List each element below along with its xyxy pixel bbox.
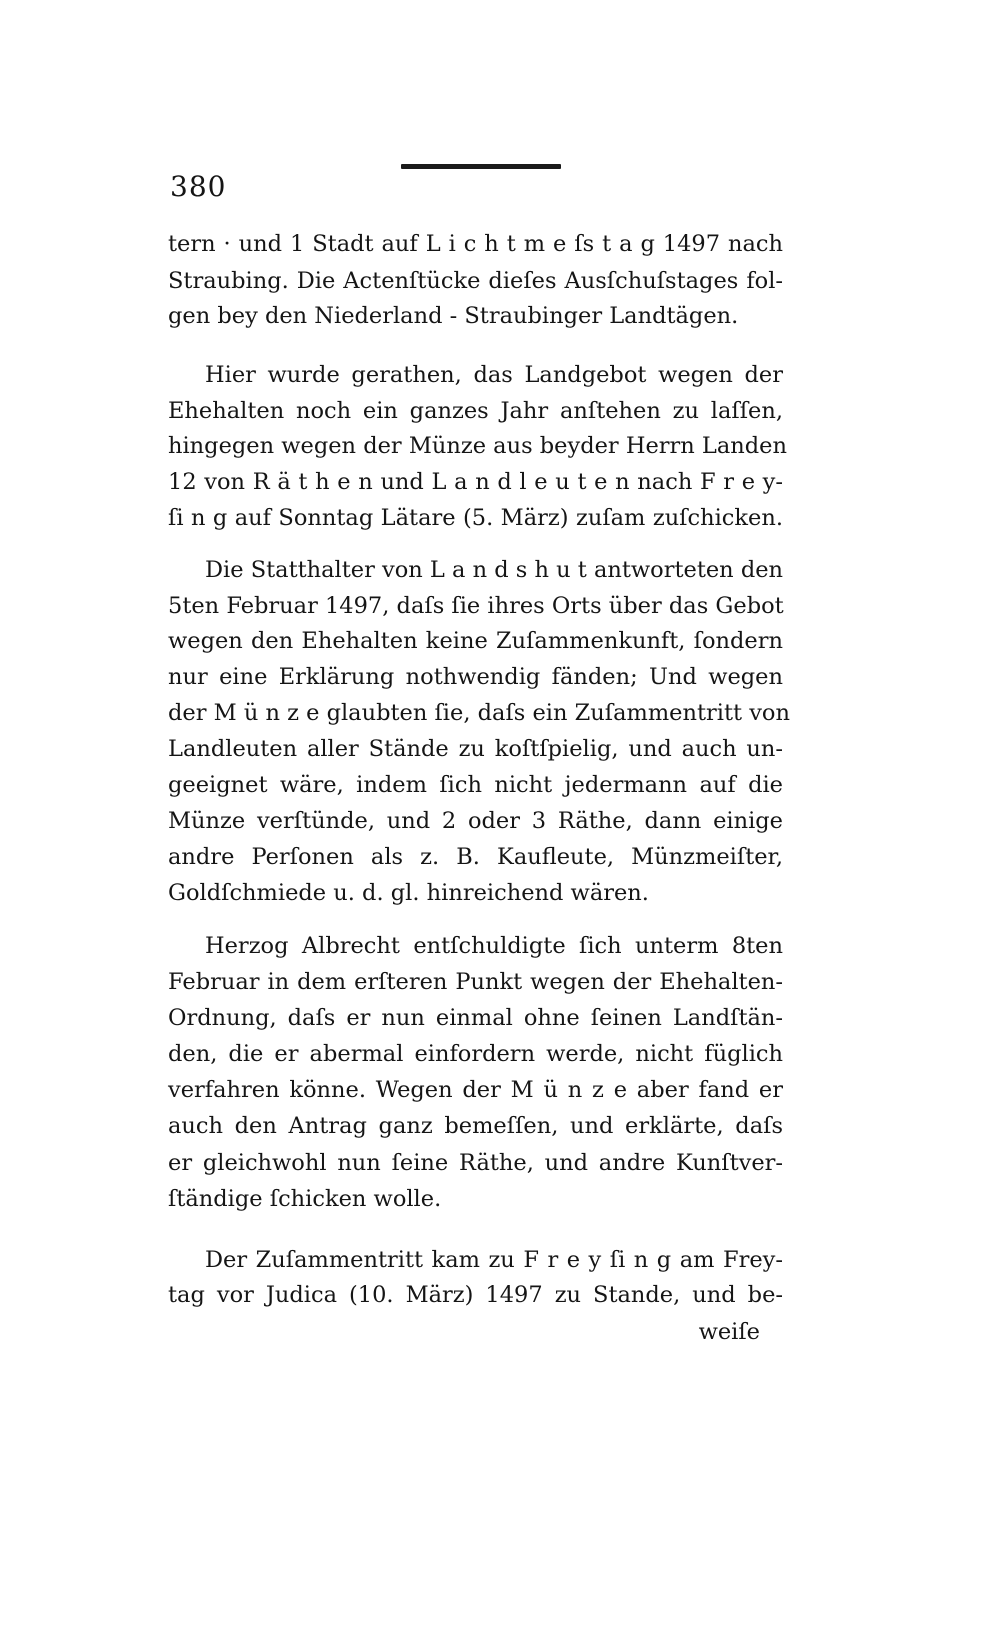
text-line (0, 552, 1000, 588)
text-line (0, 1145, 1000, 1181)
text-line-content: andre Perſonen als z. B. Kaufleute, Münzmeiſter, (168, 844, 783, 870)
text-line (0, 393, 1000, 429)
text-line-content: Straubing. Die Actenſtücke dieſes Ausſchuſstages fol- (168, 268, 783, 294)
text-line-content: Herzog Albrecht entſchuldigte ſich unterm 8ten (205, 933, 783, 959)
text-line-content: geeignet wäre, indem ſich nicht jedermann auf die (168, 772, 783, 798)
text-line (0, 875, 1000, 911)
text-line-content: Der Zuſammentritt kam zu F r e y ſi n g am Frey- (205, 1247, 783, 1273)
text-line-content: Landleuten aller Stände zu koſtſpielig, und auch un- (168, 736, 783, 762)
text-line-content: Münze verſtünde, und 2 oder 3 Räthe, dann einige (168, 808, 783, 834)
text-line (0, 1181, 1000, 1217)
text-line (0, 1108, 1000, 1144)
page-number: 380 (170, 170, 227, 203)
text-line (0, 298, 1000, 334)
text-line (0, 500, 1000, 536)
catchword-line (0, 1314, 1000, 1350)
text-line-content: Ordnung, daſs er nun einmal ohne ſeinen Landſtän- (168, 1005, 783, 1031)
text-line (0, 357, 1000, 393)
text-line (0, 226, 1000, 262)
text-line (0, 1036, 1000, 1072)
header-rule (401, 164, 561, 169)
text-line-content: ſi n g auf Sonntag Lätare (5. März) zuſam zuſchicken. (168, 505, 783, 531)
text-line (0, 695, 1000, 731)
text-line (0, 1242, 1000, 1278)
text-line-content: Februar in dem erſteren Punkt wegen der Ehehalten- (168, 969, 783, 995)
text-line-content: gen bey den Niederland - Straubinger Landtägen. (168, 303, 739, 329)
text-line (0, 1000, 1000, 1036)
text-line-content: Hier wurde gerathen, das Landgebot wegen der (205, 362, 783, 388)
text-line-content: 5ten Februar 1497, daſs ſie ihres Orts über das Gebot (168, 593, 784, 619)
text-line (0, 428, 1000, 464)
text-line (0, 659, 1000, 695)
text-line-content: Goldſchmiede u. d. gl. hinreichend wären. (168, 880, 649, 906)
text-line (0, 464, 1000, 500)
text-line-content: ſtändige ſchicken wolle. (168, 1186, 442, 1212)
text-line (0, 1277, 1000, 1313)
text-line-content: 12 von R ä t h e n und L a n d l e u t e n nach F r e y- (168, 469, 783, 495)
text-line-content: Die Statthalter von L a n d s h u t antworteten den (205, 557, 784, 583)
text-line-content: auch den Antrag ganz bemeſſen, und erklärte, daſs (168, 1113, 783, 1139)
text-line (0, 839, 1000, 875)
text-line (0, 1072, 1000, 1108)
text-line-content: der M ü n z e glaubten ſie, daſs ein Zuſammentritt von (168, 700, 790, 726)
text-line-content: verfahren könne. Wegen der M ü n z e aber fand er (168, 1077, 783, 1103)
text-line-content: er gleichwohl nun ſeine Räthe, und andre Kunſtver- (168, 1150, 783, 1176)
text-line-content: tern · und 1 Stadt auf L i c h t m e ſs t a g 1497 nach (168, 231, 783, 257)
text-line (0, 731, 1000, 767)
text-line-content: Ehehalten noch ein ganzes Jahr anſtehen zu laſſen, (168, 398, 783, 424)
text-line (0, 964, 1000, 1000)
text-line (0, 767, 1000, 803)
text-line-content: tag vor Judica (10. März) 1497 zu Stande, und be- (168, 1282, 783, 1308)
text-line (0, 623, 1000, 659)
catchword: weiſe (698, 1319, 760, 1345)
text-line-content: hingegen wegen der Münze aus beyder Herrn Landen (168, 433, 787, 459)
text-line (0, 928, 1000, 964)
text-line-content: wegen den Ehehalten keine Zuſammenkunft, ſondern (168, 628, 783, 654)
text-line-content: nur eine Erklärung nothwendig fänden; Und wegen (168, 664, 783, 690)
text-line (0, 803, 1000, 839)
text-line-content: den, die er abermal einfordern werde, nicht füglich (168, 1041, 783, 1067)
text-line (0, 263, 1000, 299)
text-line (0, 588, 1000, 624)
